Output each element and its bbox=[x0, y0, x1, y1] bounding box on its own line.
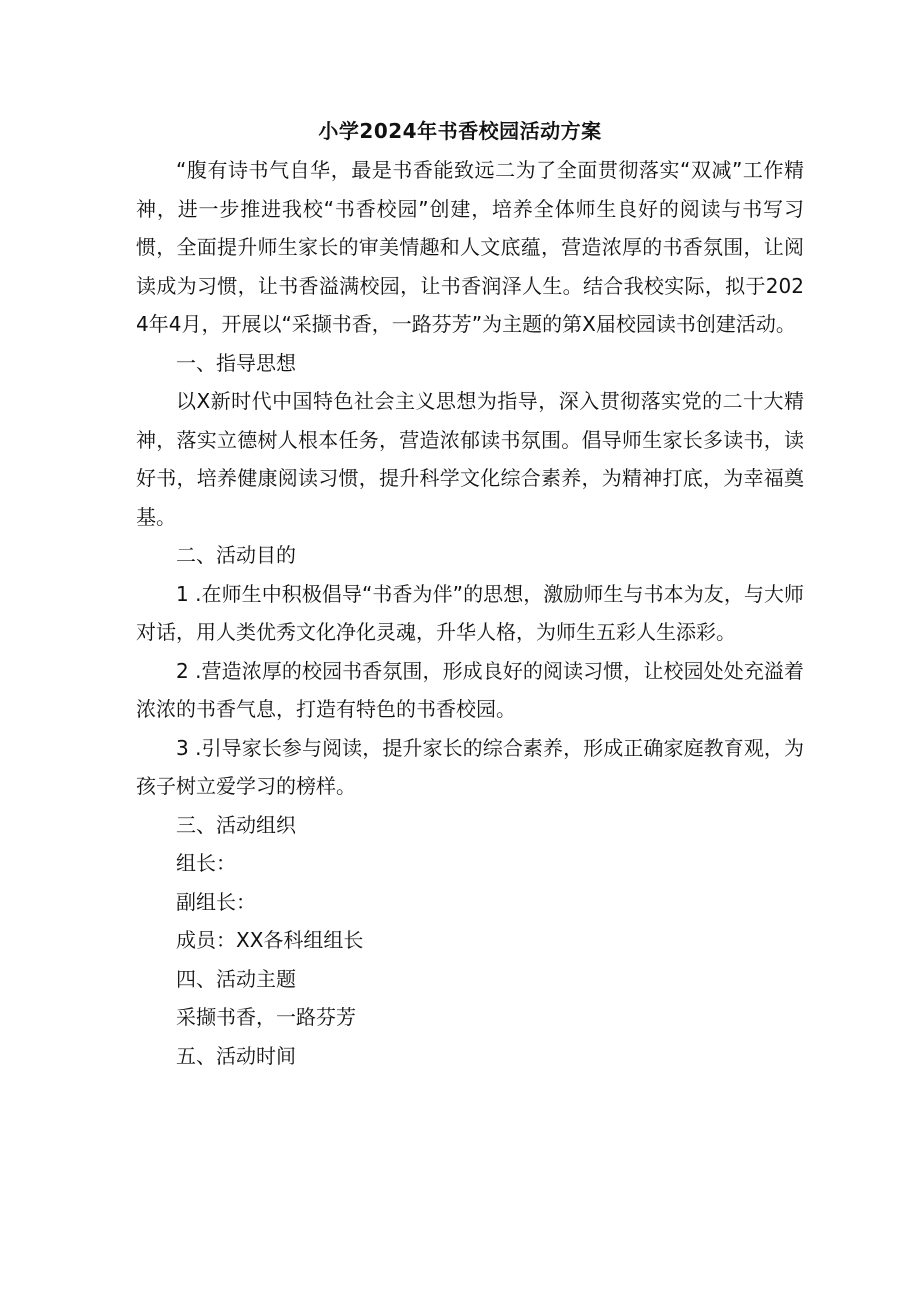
purpose-item-3: 3 .引导家长参与阅读，提升家长的综合素养，形成正确家庭教育观，为孩子树立爱学习的榜样。 bbox=[136, 735, 804, 798]
section-heading-guiding-ideology: 一、指导思想 bbox=[176, 350, 296, 375]
guiding-ideology-paragraph: 以X新时代中国特色社会主义思想为指导，深入贯彻落实党的二十大精神，落实立德树人根本任务，营造浓郁读书氛围。倡导师生家长多读书，读好书，培养健康阅读习惯，提升科学文化综合素养，为精神打底，为幸福奠基。 bbox=[136, 389, 804, 529]
document-title: 小学2024年书香校园活动方案 bbox=[318, 119, 602, 143]
purpose-item-2: 2 .营造浓厚的校园书香氛围，形成良好的阅读习惯，让校园处处充溢着浓浓的书香气息，打造有特色的书香校园。 bbox=[136, 658, 804, 721]
intro-paragraph: “腹有诗书气自华，最是书香能致远二为了全面贯彻落实“双减”工作精神，进一步推进我校“书香校园”创建，培养全体师生良好的阅读与书写习惯，全面提升师生家长的审美情趣和人文底蕴，营造浓厚的书香氛围，让阅读成为习惯，让书香溢满校园，让书香润泽人生。结合我校实际，拟于2024年4月，开展以“采撷书香，一路芬芳”为主题的第X届校园读书创建活动。 bbox=[136, 158, 804, 336]
section-heading-activity-organization: 三、活动组织 bbox=[176, 812, 296, 837]
members-line: 成员：XX各科组组长 bbox=[176, 928, 364, 952]
deputy-leader-line: 副组长： bbox=[176, 889, 256, 914]
section-heading-activity-purpose: 二、活动目的 bbox=[176, 543, 296, 567]
activity-theme-text: 采撷书香，一路芬芳 bbox=[176, 1005, 356, 1029]
group-leader-line: 组长： bbox=[176, 851, 236, 875]
section-heading-activity-time: 五、活动时间 bbox=[176, 1043, 296, 1068]
document-body bbox=[136, 151, 804, 1075]
purpose-item-1: 1 .在师生中积极倡导“书香为伴”的思想，激励师生与书本为友，与大师对话，用人类优秀文化净化灵魂，升华人格，为师生五彩人生添彩。 bbox=[136, 581, 804, 644]
section-heading-activity-theme: 四、活动主题 bbox=[176, 966, 296, 991]
